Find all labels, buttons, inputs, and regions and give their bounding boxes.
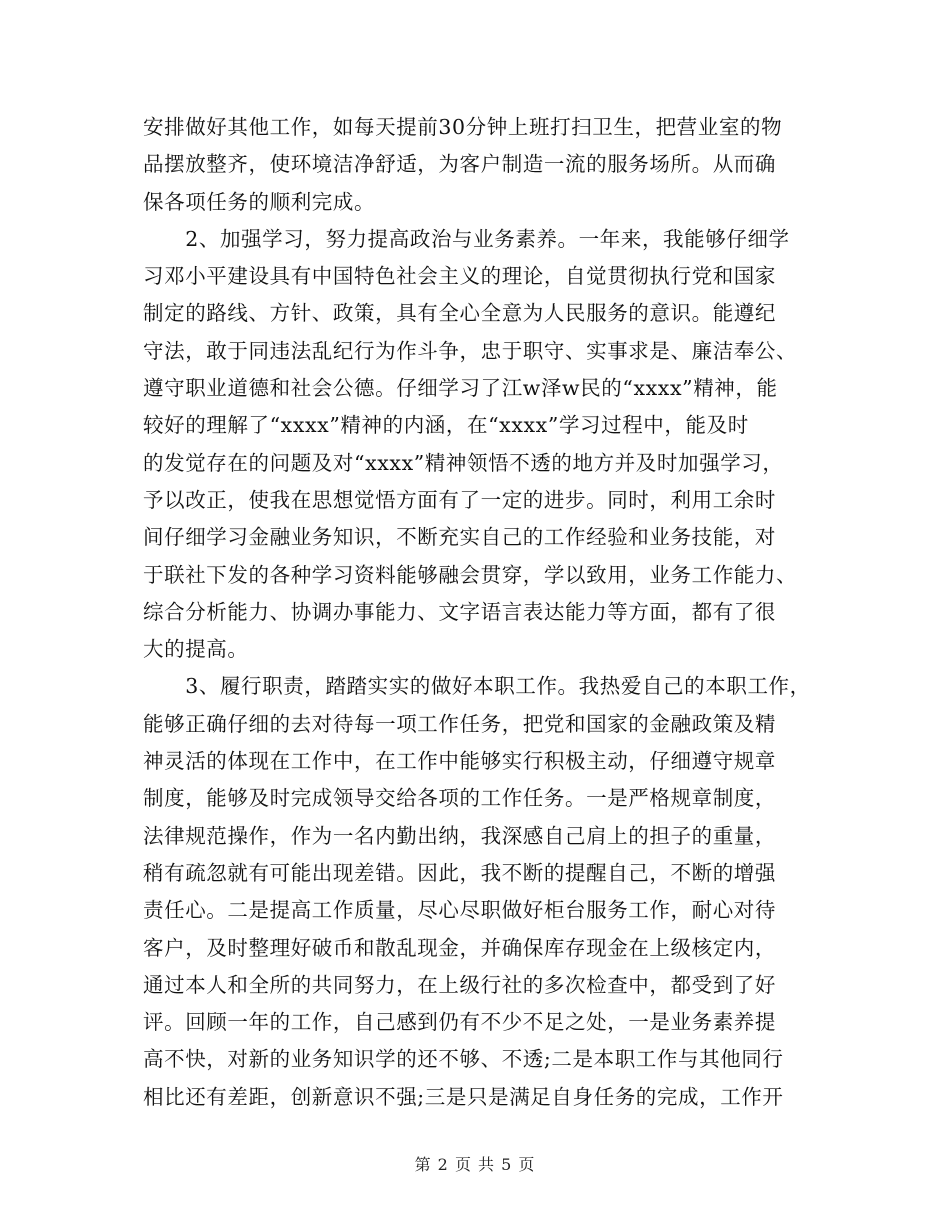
text-line: 安排做好其他工作，如每天提前30分钟上班打扫卫生，把营业室的物 (143, 115, 783, 139)
text-line: 制定的路线、方针、政策，具有全心全意为人民服务的意识。能遵纪 (143, 301, 776, 326)
text-line: 神灵活的体现在工作中，在工作中能够实行积极主动，仔细遵守规章 (143, 749, 776, 774)
text-line: 品摆放整齐，使环境洁净舒适，为客户制造一流的服务场所。从而确 (143, 152, 776, 177)
text-line: 遵守职业道德和社会公德。仔细学习了江w泽w民的“xxxx”精神，能 (143, 376, 778, 401)
text-line: 大的提高。 (143, 637, 249, 662)
document-body (143, 109, 819, 1116)
text-line: 能够正确仔细的去对待每一项工作任务，把党和国家的金融政策及精 (143, 711, 776, 736)
text-line: 间仔细学习金融业务知识，不断充实自己的工作经验和业务技能，对 (143, 525, 776, 550)
text-line: 于联社下发的各种学习资料能够融会贯穿，学以致用，业务工作能力、 (143, 562, 798, 587)
text-line: 稍有疏忽就有可能出现差错。因此，我不断的提醒自己，不断的增强 (143, 860, 776, 885)
text-line: 保各项任务的顺利完成。 (143, 189, 376, 214)
text-line: 2、加强学习，努力提高政治与业务素养。一年来，我能够仔细学 (143, 226, 790, 251)
text-line: 高不快，对新的业务知识学的还不够、不透;二是本职工作与其他同行 (143, 1047, 784, 1072)
text-line: 相比还有差距，创新意识不强;三是只是满足自身任务的完成，工作开 (143, 1084, 784, 1109)
text-line: 予以改正，使我在思想觉悟方面有了一定的进步。同时，利用工余时 (143, 487, 776, 512)
text-line: 法律规范操作，作为一名内勤出纳，我深感自己肩上的担子的重量， (143, 823, 776, 848)
text-line: 综合分析能力、协调办事能力、文字语言表达能力等方面，都有了很 (143, 599, 776, 624)
text-line: 评。回顾一年的工作，自己感到仍有不少不足之处，一是业务素养提 (143, 1010, 776, 1035)
text-line: 客户，及时整理好破币和散乱现金，并确保库存现金在上级核定内， (143, 935, 776, 960)
text-line: 较好的理解了“xxxx”精神的内涵，在“xxxx”学习过程中，能及时 (143, 413, 749, 438)
text-line: 习邓小平建设具有中国特色社会主义的理论，自觉贯彻执行党和国家 (143, 264, 776, 289)
text-line: 3、履行职责，踏踏实实的做好本职工作。我热爱自己的本职工作， (143, 674, 811, 699)
text-line: 责任心。二是提高工作质量，尽心尽职做好柜台服务工作，耐心对待 (143, 898, 776, 923)
text-line: 制度，能够及时完成领导交给各项的工作任务。一是严格规章制度， (143, 786, 776, 811)
text-line: 守法，敢于同违法乱纪行为作斗争，忠于职守、实事求是、廉洁奉公、 (143, 338, 798, 363)
page-number-footer: 第 2 页 共 5 页 (414, 1155, 536, 1174)
text-line: 的发觉存在的问题及对“xxxx”精神领悟不透的地方并及时加强学习， (143, 450, 784, 475)
text-line: 通过本人和全所的共同努力，在上级行社的多次检查中，都受到了好 (143, 972, 776, 997)
